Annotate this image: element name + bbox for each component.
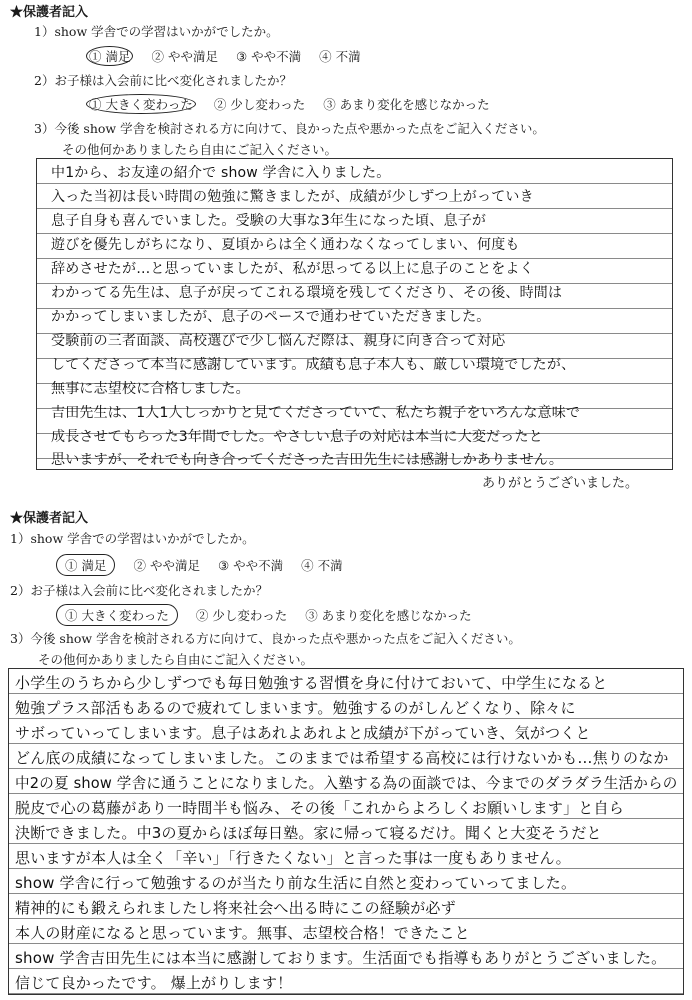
sheet2-question-1: 1）show 学舎での学習はいかがでしたか。 <box>10 531 255 546</box>
sheet2-q2-option-no-change: ③ あまり変化を感じなかった <box>305 608 472 623</box>
sheet1-question-1: 1）show 学舎での学習はいかがでしたか。 <box>34 24 279 39</box>
sheet2-answer-line: 精神的にも鍛えられましたし将来社会へ出る時にこの経験が必ず <box>15 899 456 917</box>
sheet1-question-2: 2）お子様は入会前に比べ変化されましたか？ <box>34 73 292 88</box>
sheet1-question-3-sub: その他何かありましたら自由にご記入ください。 <box>62 142 338 157</box>
sheet1-answer-line: してくださって本当に感謝しています。成績も息子本人も、厳しい環境でしたが、 <box>51 357 576 373</box>
sheet1-q2-option-no-change: ③ あまり変化を感じなかった <box>323 97 490 112</box>
sheet2-question-2: 2）お子様は入会前に比べ変化されましたか？ <box>10 583 268 598</box>
sheet1-q1-option-somewhat-unsatisfied: ③ やや不満 <box>235 49 302 64</box>
sheet2-answer-line: 本人の財産になると思っています。無事、志望校合格！できたこと <box>15 924 470 942</box>
sheet1-answer-line: 息子自身も喜んでいました。受験の大事な3年生になった頃、息子が <box>51 213 487 229</box>
sheet2-answer-line: サボっていってしまいます。息子はあれよあれよと成績が下がっていき、気がつくと <box>15 724 591 742</box>
sheet2-answer-line: 小学生のうちから少しずつでも毎日勉強する習慣を身に付けておいて、中学生になると <box>15 674 608 692</box>
sheet1-answer-line: 無事に志望校に合格しました。 <box>51 381 250 397</box>
sheet1-answer-line: 入った当初は長い時間の勉強に驚きましたが、成績が少しずつ上がっていき <box>51 189 534 205</box>
sheet2-question-3: 3）今後 show 学舎を検討される方に向けて、良かった点や悪かった点をご記入ください。 <box>10 631 521 646</box>
sheet2-answer-line: 中2の夏 show 学舎に通うことになりました。入塾する為の面談では、今までのダラダラ生活からの <box>15 774 678 792</box>
sheet2-question-3-sub: その他何かありましたら自由にご記入ください。 <box>38 652 314 667</box>
sheet1-question-3: 3）今後 show 学舎を検討される方に向けて、良かった点や悪かった点をご記入ください。 <box>34 121 545 136</box>
sheet2-answer-box <box>8 668 684 995</box>
sheet1-answer-line: かかってしまいましたが、息子のペースで通わせていただきました。 <box>51 309 491 325</box>
sheet1-answer-line: 中1から、お友達の紹介で show 学舎に入りました。 <box>51 165 391 181</box>
survey-sheet-2 <box>0 505 692 1000</box>
sheet1-answer-line: わかってる先生は、息子が戻ってこれる環境を残してくださり、その後、時間は <box>51 285 563 301</box>
sheet1-answer-line: 辞めさせたが…と思っていましたが、私が思ってる以上に息子のことをよく <box>51 261 534 277</box>
sheet2-q2-option-big-change-selected: ① 大きく変わった <box>56 604 178 626</box>
sheet2-answer-line: 決断できました。中3の夏からほぼ毎日塾。家に帰って寝るだけ。聞くと大変そうだと <box>15 824 602 842</box>
sheet1-answer-line: 受験前の三者面談、高校選びで少し悩んだ際は、親身に向き合って対応 <box>51 333 506 349</box>
sheet1-q1-option-unsatisfied: ④ 不満 <box>319 49 361 64</box>
sheet2-q1-options <box>56 554 357 576</box>
sheet1-answer-box <box>36 158 673 470</box>
sheet2-answer-line: show 学舎に行って勉強するのが当たり前な生活に自然と変わっていってました。 <box>15 874 577 892</box>
sheet2-q2-options <box>56 604 486 626</box>
sheet2-answer-line: どん底の成績になってしまいました。このままでは希望する高校には行けないかも…焦りのなか <box>15 749 669 767</box>
sheet2-q2-option-small-change: ② 少し変わった <box>195 608 288 623</box>
sheet1-answer-line: 成長させてもらった3年間でした。やさしい息子の対応は本当に大変だったと <box>51 429 543 445</box>
sheet2-heading: ★保護者記入 <box>10 511 89 526</box>
sheet2-q1-option-unsatisfied: ④ 不満 <box>301 558 343 573</box>
sheet1-heading: ★保護者記入 <box>10 5 89 20</box>
sheet2-q1-option-satisfied-selected: ① 満足 <box>56 554 115 576</box>
sheet1-answer-line: 遊びを優先しがちになり、夏頃からは全く通わなくなってしまい、何度も <box>51 237 520 253</box>
sheet2-answer-line: 思いますが本人は全く「辛い」「行きたくない」と言った事は一度もありません。 <box>15 849 571 867</box>
sheet1-q1-option-satisfied-selected: ① 満足 <box>86 46 133 66</box>
sheet1-q2-option-big-change-selected: ① 大きく変わった <box>86 94 196 114</box>
sheet2-answer-line: 脱皮で心の葛藤があり一時間半も悩み、その後「これからよろしくお願いします」と自ら <box>15 799 624 817</box>
sheet2-answer-line: show 学舎吉田先生には本当に感謝しております。生活面でも指導もありがとうございました。 <box>15 949 667 967</box>
sheet2-q1-option-somewhat-satisfied: ② やや満足 <box>133 558 200 573</box>
sheet1-answer-line: 思いますが、それでも向き合ってくださった吉田先生には感謝しかありません。 <box>51 452 564 468</box>
sheet2-answer-line: 勉強プラス部活もあるので疲れてしまいます。勉強するのがしんどくなり、除々に <box>15 699 576 717</box>
sheet1-signoff: ありがとうございました。 <box>482 476 639 491</box>
sheet2-answer-line: 信じて良かったです。 爆上がりします！ <box>15 974 293 992</box>
sheet1-q1-options <box>86 46 375 66</box>
sheet1-q2-option-small-change: ② 少し変わった <box>213 97 306 112</box>
sheet1-q2-options <box>86 94 504 114</box>
sheet2-q1-option-somewhat-unsatisfied: ③ やや不満 <box>217 558 284 573</box>
sheet1-q1-option-somewhat-satisfied: ② やや満足 <box>151 49 218 64</box>
sheet1-answer-line: 吉田先生は、1人1人しっかりと見てくださっていて、私たち親子をいろんな意味で <box>51 405 581 421</box>
